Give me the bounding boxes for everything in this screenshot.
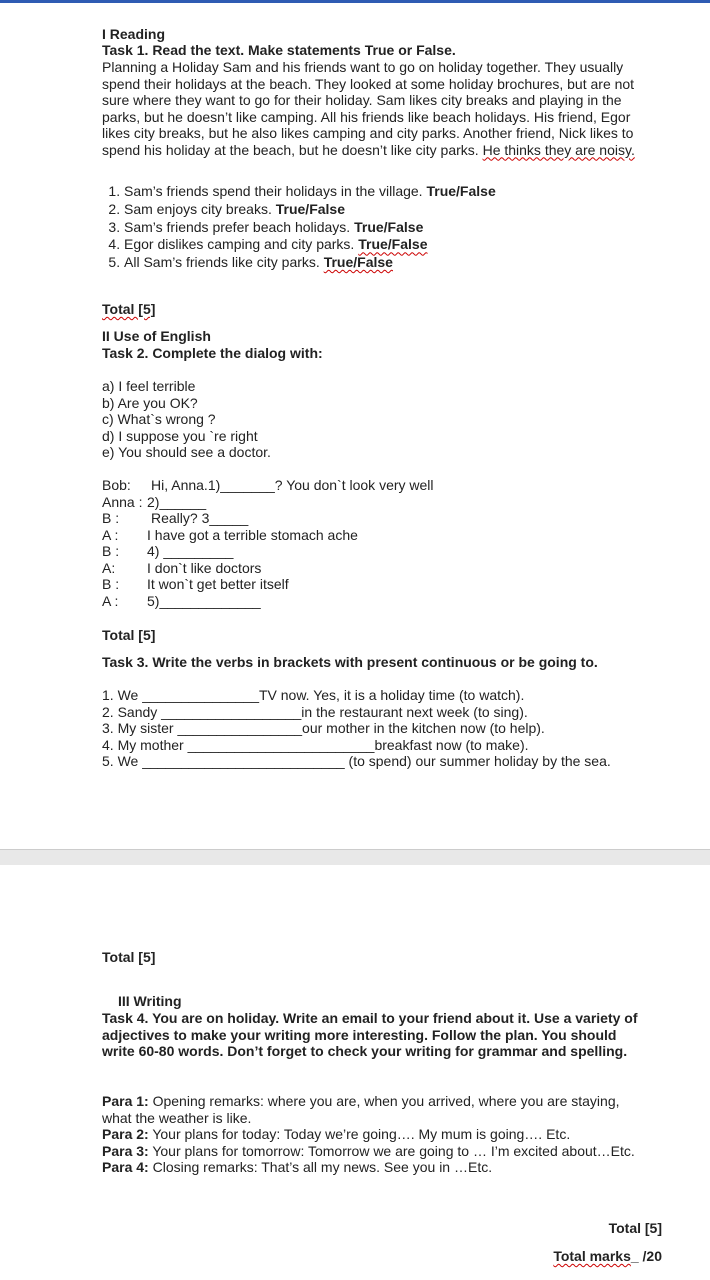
option-item: a) I feel terrible xyxy=(102,378,196,394)
task3-title: Task 3. Write the verbs in brackets with present continuous or be going to. xyxy=(102,654,598,670)
passage-line: parks, but he doesn’t like camping. All his friends like beach holidays. His friend, Egor xyxy=(102,108,631,125)
task4-line: Task 4. You are on holiday. Write an email to your friend about it. Use a variety of xyxy=(102,1010,638,1026)
dialog-line: B : Really? 3_____ xyxy=(102,510,249,526)
option-item: d) I suppose you `re right xyxy=(102,427,258,444)
section-heading-writing: III Writing xyxy=(118,993,182,1009)
statement-item: 1. Sam’s friends spend their holidays in the village. True/False xyxy=(124,183,496,201)
passage-line: spend his holiday at the beach, but he doesn’t like city parks. He thinks they are noisy. xyxy=(102,141,635,158)
option-item: e) You should see a doctor. xyxy=(102,444,271,460)
statement-item: 3. Sam’s friends prefer beach holidays. True/False xyxy=(124,219,496,237)
total-score: Total [5] xyxy=(102,301,156,317)
statements-list xyxy=(102,183,496,272)
task3-item: 2. Sandy __________________in the restaurant next week (to sing). xyxy=(102,703,528,720)
plan-line: Para 1: Opening remarks: where you are, when you arrived, where you are staying, xyxy=(102,1093,620,1109)
dialog-line: Bob: Hi, Anna.1)_______? You don`t look very well xyxy=(102,477,434,493)
total-score: Total [5] xyxy=(102,949,156,965)
statement-item: 5. All Sam’s friends like city parks. True/False xyxy=(124,254,496,272)
passage-flagged-text: He thinks they are noisy. xyxy=(482,141,635,158)
section-heading-english: II Use of English xyxy=(102,328,211,344)
statement-item: 4. Egor dislikes camping and city parks. True/False xyxy=(124,236,496,254)
task3-item: 4. My mother ________________________breakfast now (to make). xyxy=(102,736,529,753)
task3-item: 1. We _______________TV now. Yes, it is a holiday time (to watch). xyxy=(102,687,525,703)
document-page-2 xyxy=(0,865,710,1280)
passage-line: likes city breaks, but he also likes camping and city parks. Another friend, Nick likes to xyxy=(102,125,634,141)
total-score: Total [5] xyxy=(102,627,156,643)
plan-line: Para 2: Your plans for today: Today we’re going…. My mum is going…. Etc. xyxy=(102,1126,571,1142)
passage-line: sure where they want to go for their holiday. Sam likes city breaks and playing in the xyxy=(102,92,622,108)
task3-item: 3. My sister ________________our mother in the kitchen now (to help). xyxy=(102,720,545,736)
task4-line: adjectives to make your writing more interesting. Follow the plan. You should xyxy=(102,1026,617,1043)
passage-line: Planning a Holiday Sam and his friends want to go on holiday together. They usually xyxy=(102,59,624,75)
dialog-line: A : 5)_____________ xyxy=(102,592,261,609)
statement-item: 2. Sam enjoys city breaks. True/False xyxy=(124,201,496,219)
task2-title: Task 2. Complete the dialog with: xyxy=(102,345,323,361)
dialog-line: Anna : 2)______ xyxy=(102,493,207,510)
total-marks: Total marks_ /20 xyxy=(553,1248,662,1264)
task3-item: 5. We __________________________ (to spend) our summer holiday by the sea. xyxy=(102,753,611,769)
plan-line: Para 4: Closing remarks: That’s all my news. See you in …Etc. xyxy=(102,1159,493,1175)
dialog-line: A: I don`t like doctors xyxy=(102,559,262,576)
dialog-line: B : 4) _________ xyxy=(102,543,234,559)
task1-title: Task 1. Read the text. Make statements True or False. xyxy=(102,42,456,58)
total-score: Total [5] xyxy=(608,1220,662,1236)
dialog-line: A : I have got a terrible stomach ache xyxy=(102,526,358,543)
section-heading-reading: I Reading xyxy=(102,26,166,42)
document-page-1 xyxy=(0,3,710,850)
task4-line: write 60-80 words. Don’t forget to check your writing for grammar and spelling. xyxy=(102,1043,628,1059)
option-item: c) What`s wrong ? xyxy=(102,411,216,427)
dialog-line: B : It won`t get better itself xyxy=(102,576,289,592)
plan-line: Para 3: Your plans for tomorrow: Tomorrow we are going to … I’m excited about…Etc. xyxy=(102,1142,635,1159)
plan-line: what the weather is like. xyxy=(102,1109,252,1126)
passage-line: spend their holidays at the beach. They looked at some holiday brochures, but are not xyxy=(102,75,635,92)
option-item: b) Are you OK? xyxy=(102,394,198,411)
